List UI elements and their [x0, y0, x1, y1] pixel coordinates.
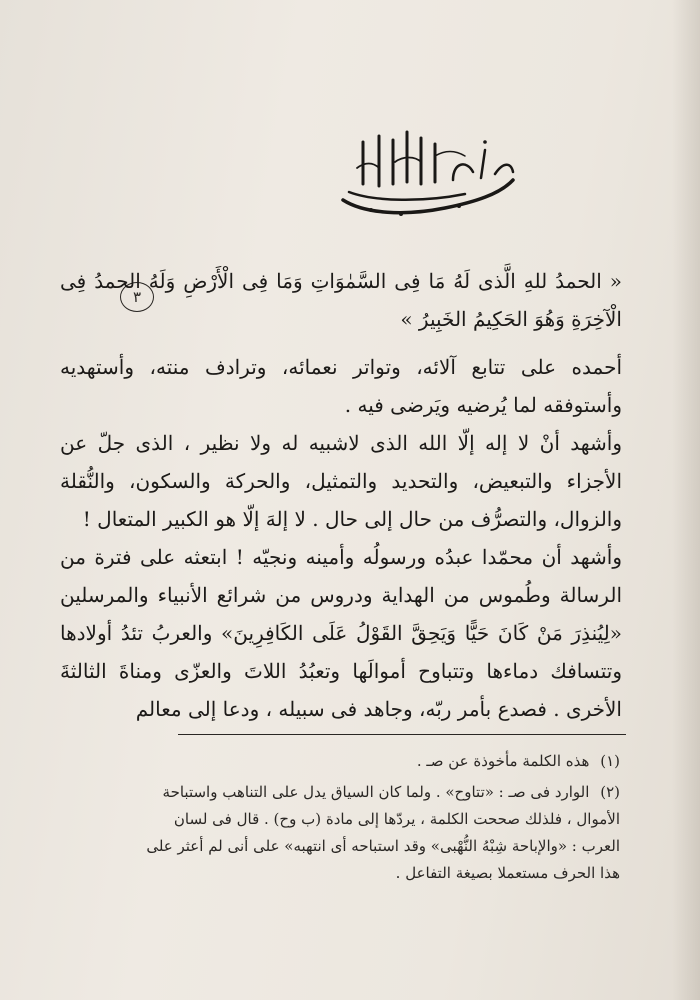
- basmala-calligraphy: [335, 122, 520, 222]
- page-edge-shadow: [672, 0, 700, 1000]
- footnote-number: (٢): [600, 783, 620, 801]
- footnotes: [140, 748, 620, 891]
- footnote-divider: [178, 734, 626, 735]
- footnote-2: [140, 779, 620, 887]
- footnote-text: الوارد فى صـ : «تتاوح» . ولما كان السياق يدل على التناهب واستباحة الأموال ، فلذلك صححت الكلمة ، يردّها إلى مادة (ب وح) . قال فى لسان العرب : «والإباحة شِبْهُ النُّهْبى» وقد استباحه أى انتهبه» على أنى لم أعثر على هذا الحرف مستعملا بصيغة التفاعل .: [146, 783, 620, 882]
- footnote-1: [140, 748, 620, 775]
- praise-paragraph: أحمده على تتابع آلائه، وتواتر نعمائه، وترادف منته، وأستهديه وأستوفقه لما يُرضيه ويَرضى فيه .: [60, 355, 622, 417]
- footnote-text: هذه الكلمة مأخوذة عن صـ .: [416, 752, 590, 770]
- testimony-paragraph: وأشهد أنْ لا إله إلّا الله الذى لاشبيه له ولا نظير ، الذى جلّ عن الأجزاء والتبعيض، والتحديد والتمثيل، والحركة والسكون، والنُّقلة والزوال، والتصرُّف من حال إلى حال . لا إلهَ إلّا هو الكبير المتعال !: [60, 431, 622, 531]
- prophet-paragraph: وأشهد أن محمّدا عبدُه ورسولُه وأمينه ونجيّه ! ابتعثه على فترة من الرسالة وطُموس من الهداية ودروس من شرائع الأنبياء والمرسلين «لِيُنذِرَ مَنْ كَانَ حَيًّا وَيَحِقَّ القَوْلُ عَلَى الكَافِرِينَ» والعربُ تئدُ أولادها وتتسافك دماءها وتتباوح أموالَها وتعبُدُ اللاتَ والعزّى ومناةَ الثالثةَ الأخرى . فصدع بأمر ربّه، وجاهد فى سبيله ، ودعا إلى معالم: [60, 545, 622, 721]
- page-number-marker: ٣: [120, 282, 154, 312]
- quran-verse-paragraph: « الحمدُ للهِ الَّذى لَهُ مَا فِى السَّمٰوَاتِ وَمَا فِى الْأَرْضِ وَلَهُ الحمدُ فِى الْآخِرَةِ وَهُوَ الحَكِيمُ الخَبِيرُ »: [60, 269, 622, 331]
- footnote-number: (١): [600, 752, 620, 770]
- main-text: [60, 262, 622, 728]
- bleed-through-text: [210, 6, 510, 24]
